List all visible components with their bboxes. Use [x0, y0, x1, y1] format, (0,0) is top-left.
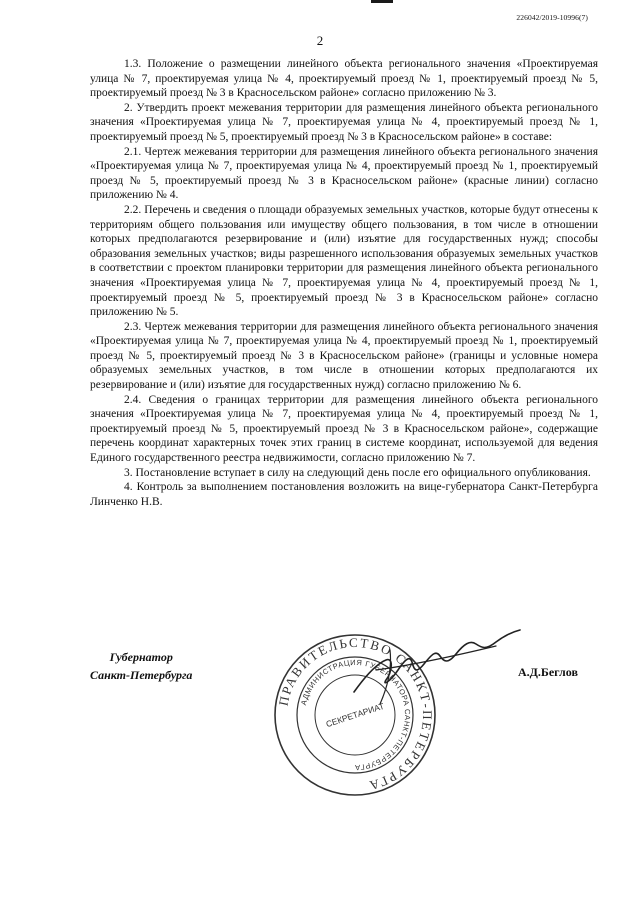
- paragraph-1-3: 1.3. Положение о размещении линейного объекта регионального значения «Проектируемая улица № 7, проектируемая улица № 4, проектируемый проезд № 1, проектируемый проезд № 5, проектируемый проезд № 3 в Красносельском районе» согласно приложению № 3.: [90, 58, 598, 100]
- document-id: 226042/2019-10996(7): [516, 13, 588, 22]
- handwritten-signature: [346, 620, 526, 710]
- seal-inner-text: АДМИНИСТРАЦИЯ ГУБЕРНАТОРА САНКТ-ПЕТЕРБУРГА: [298, 657, 413, 773]
- document-body: [90, 57, 598, 509]
- signer-name: А.Д.Беглов: [518, 665, 578, 679]
- seal-outer-text: ПРАВИТЕЛЬСТВО САНКТ-ПЕТЕРБУРГА: [275, 634, 436, 794]
- signature-stroke-3: [380, 650, 391, 704]
- paragraph-3: 3. Постановление вступает в силу на следующий день после его официального опубликования.: [124, 466, 591, 479]
- page-number: 2: [316, 33, 324, 48]
- signature-stroke-2: [376, 646, 496, 670]
- top-edge-mark: [371, 0, 393, 3]
- signer-title: [90, 648, 192, 684]
- signature-stroke-1: [354, 630, 520, 692]
- paragraph-2-4: 2.4. Сведения о границах территории для размещения линейного объекта регионального значения «Проектируемая улица № 7, проектируемая улица № 4, проектируемый проезд № 1, проектируемый проезд № 5, проектируемый проезд № 3 в Красносельском районе», содержащие перечень координат характерных точек этих границ в системе координат, используемой для ведения Единого государственного реестра недвижимости, согласно приложению № 7.: [90, 393, 598, 465]
- paragraph-2-2: 2.2. Перечень и сведения о площади образуемых земельных участков, которые будут отнесены к территориям общего пользования или имуществу общего пользования, в том числе в отношении которых предполагаются резервирование и (или) изъятие для государственных нужд; способы образования земельных участков; виды разрешенного использования образуемых земельных участков в соответствии с проектом планировки территории для размещения линейного объекта регионального значения «Проектируемая улица № 7, проектируемая улица № 4, проектируемый проезд № 1, проектируемый проезд № 5, проектируемый проезд № 3 в Красносельском районе» согласно приложению № 5.: [90, 203, 598, 319]
- paragraph-2-3: 2.3. Чертеж межевания территории для размещения линейного объекта регионального значения «Проектируемая улица № 7, проектируемая улица № 4, проектируемый проезд № 1, проектируемый проезд № 5, проектируемый проезд № 3 в Красносельском районе» (границы и условные номера образуемых земельных участков, в том числе в отношении которых предполагаются их резервирование и (или) изъятие для государственных нужд) согласно приложению № 6.: [90, 320, 598, 392]
- paragraph-2-1: 2.1. Чертеж межевания территории для размещения линейного объекта регионального значения «Проектируемая улица № 7, проектируемая улица № 4, проектируемый проезд № 1, проектируемый проезд № 5, проектируемый проезд № 3 в Красносельском районе» (красные линии) согласно приложению № 4.: [90, 145, 598, 202]
- seal-center-text: СЕКРЕТАРИАТ: [324, 700, 386, 730]
- paragraph-4: 4. Контроль за выполнением постановления возложить на вице-губернатора Санкт-Петербурга Линченко Н.В.: [90, 481, 598, 508]
- paragraph-2: 2. Утвердить проект межевания территории для размещения линейного объекта регионального значения «Проектируемая улица № 7, проектируемая улица № 4, проектируемый проезд № 1, проектируемый проезд № 5, проектируемый проезд № 3 в Красносельском районе» в составе:: [90, 101, 598, 143]
- signer-title-line-1: Губернатор: [109, 650, 173, 664]
- signer-title-line-2: Санкт-Петербурга: [90, 668, 193, 682]
